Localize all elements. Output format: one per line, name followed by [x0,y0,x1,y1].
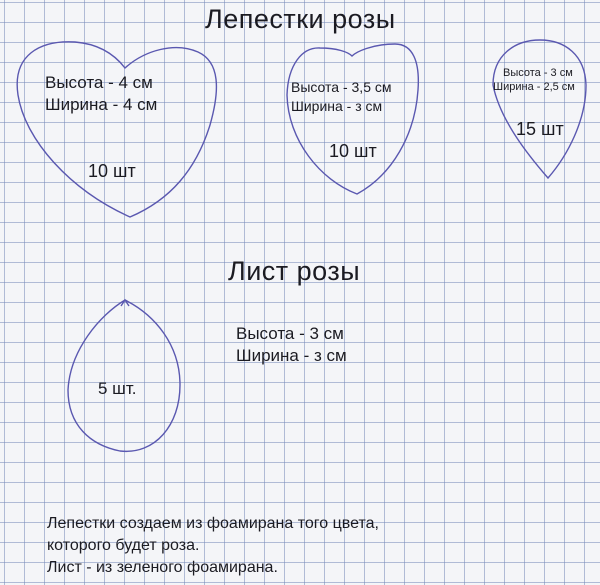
leaf-width: Ширина - з см [236,346,347,365]
leaf-heading: Лист розы [228,256,361,286]
medium-petal-width: Ширина - з см [291,98,383,114]
leaf-outline [68,300,180,451]
large-petal-height: Высота - 4 см [45,73,153,92]
leaf-count: 5 шт. [98,379,137,398]
material-note [47,513,379,579]
material-note-line: Лепестки создаем из фоамирана того цвета, [47,515,379,532]
medium-petal-outline [287,44,418,194]
medium-petal-count: 10 шт [329,141,377,161]
small-petal-width: Ширина - 2,5 см [493,81,575,93]
small-petal-outline [493,40,586,178]
large-petal-outline [17,42,216,217]
small-petal-height: Высота - 3 см [503,67,573,79]
leaf-height: Высота - 3 см [236,324,344,343]
large-petal-width: Ширина - 4 см [45,95,158,114]
large-petal-count: 10 шт [88,161,136,181]
small-petal-count: 15 шт [516,119,564,139]
material-note-line: Лист - из зеленого фоамирана. [47,559,278,577]
petals-heading: Лепестки розы [205,4,396,34]
medium-petal-height: Высота - 3,5 см [291,79,392,95]
material-note-line: которого будет роза. [47,537,200,555]
